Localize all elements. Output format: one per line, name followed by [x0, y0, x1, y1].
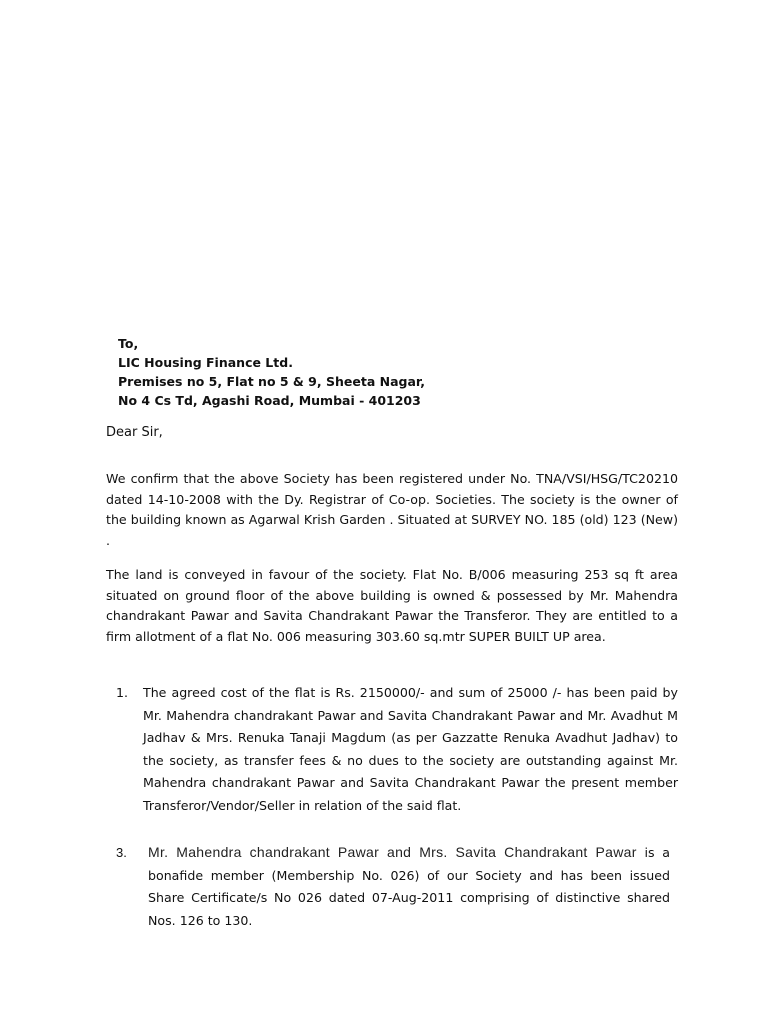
address-line-company: LIC Housing Finance Ltd. — [118, 355, 293, 370]
paragraph-land-conveyance: The land is conveyed in favour of the society. Flat No. B/006 measuring 253 sq ft area situated on ground floor of the above building is owned & possessed by Mr. Mahendra chandrakant Pawar and Savita Chandrakant Pawar the Transferor. They are entitled to a firm allotment of a flat No. 006 measuring 303.60 sq.mtr SUPER BUILT UP area. — [106, 567, 678, 644]
list-item-number: 3. — [116, 845, 127, 860]
membership-details: is a bonafide member (Membership No. 026) of our Society and has been issued Share Certificate/s No 026 dated 07-Aug-2011 comprising of distinctive shared Nos. 126 to 130. — [148, 845, 670, 928]
address-line-road: No 4 Cs Td, Agashi Road, Mumbai - 401203 — [118, 393, 421, 408]
salutation: Dear Sir, — [106, 425, 163, 440]
list-item-text: The agreed cost of the flat is Rs. 2150000/- and sum of 25000 /- has been paid by Mr. Mahendra chandrakant Pawar and Savita Chandrakant Pawar and Mr. Avadhut M Jadhav & Mrs. Renuka Tanaji Magdum (as per Gazzatte Renuka Avadhut Jadhav) to the society, as transfer fees & no dues to the society are outstanding against Mr. Mahendra chandrakant Pawar and Savita Chandrakant Pawar the present member Transferor/Vendor/Seller in relation of the said flat. — [143, 685, 678, 813]
member-names: Mr. Mahendra chandrakant Pawar and Mrs. Savita Chandrakant Pawar — [148, 844, 637, 860]
address-line-to: To, — [118, 336, 139, 351]
list-item-text — [148, 841, 670, 932]
list-item-number: 1. — [116, 685, 129, 700]
paragraph-registration: We confirm that the above Society has been registered under No. TNA/VSI/HSG/TC20210 dated 14-10-2008 with the Dy. Registrar of Co-op. Societies. The society is the owner of the building known as Agarwal Krish Garden . Situated at SURVEY NO. 185 (old) 123 (New) . — [106, 471, 678, 548]
address-line-premises: Premises no 5, Flat no 5 & 9, Sheeta Nagar, — [118, 374, 425, 389]
recipient-address-block — [118, 334, 538, 410]
